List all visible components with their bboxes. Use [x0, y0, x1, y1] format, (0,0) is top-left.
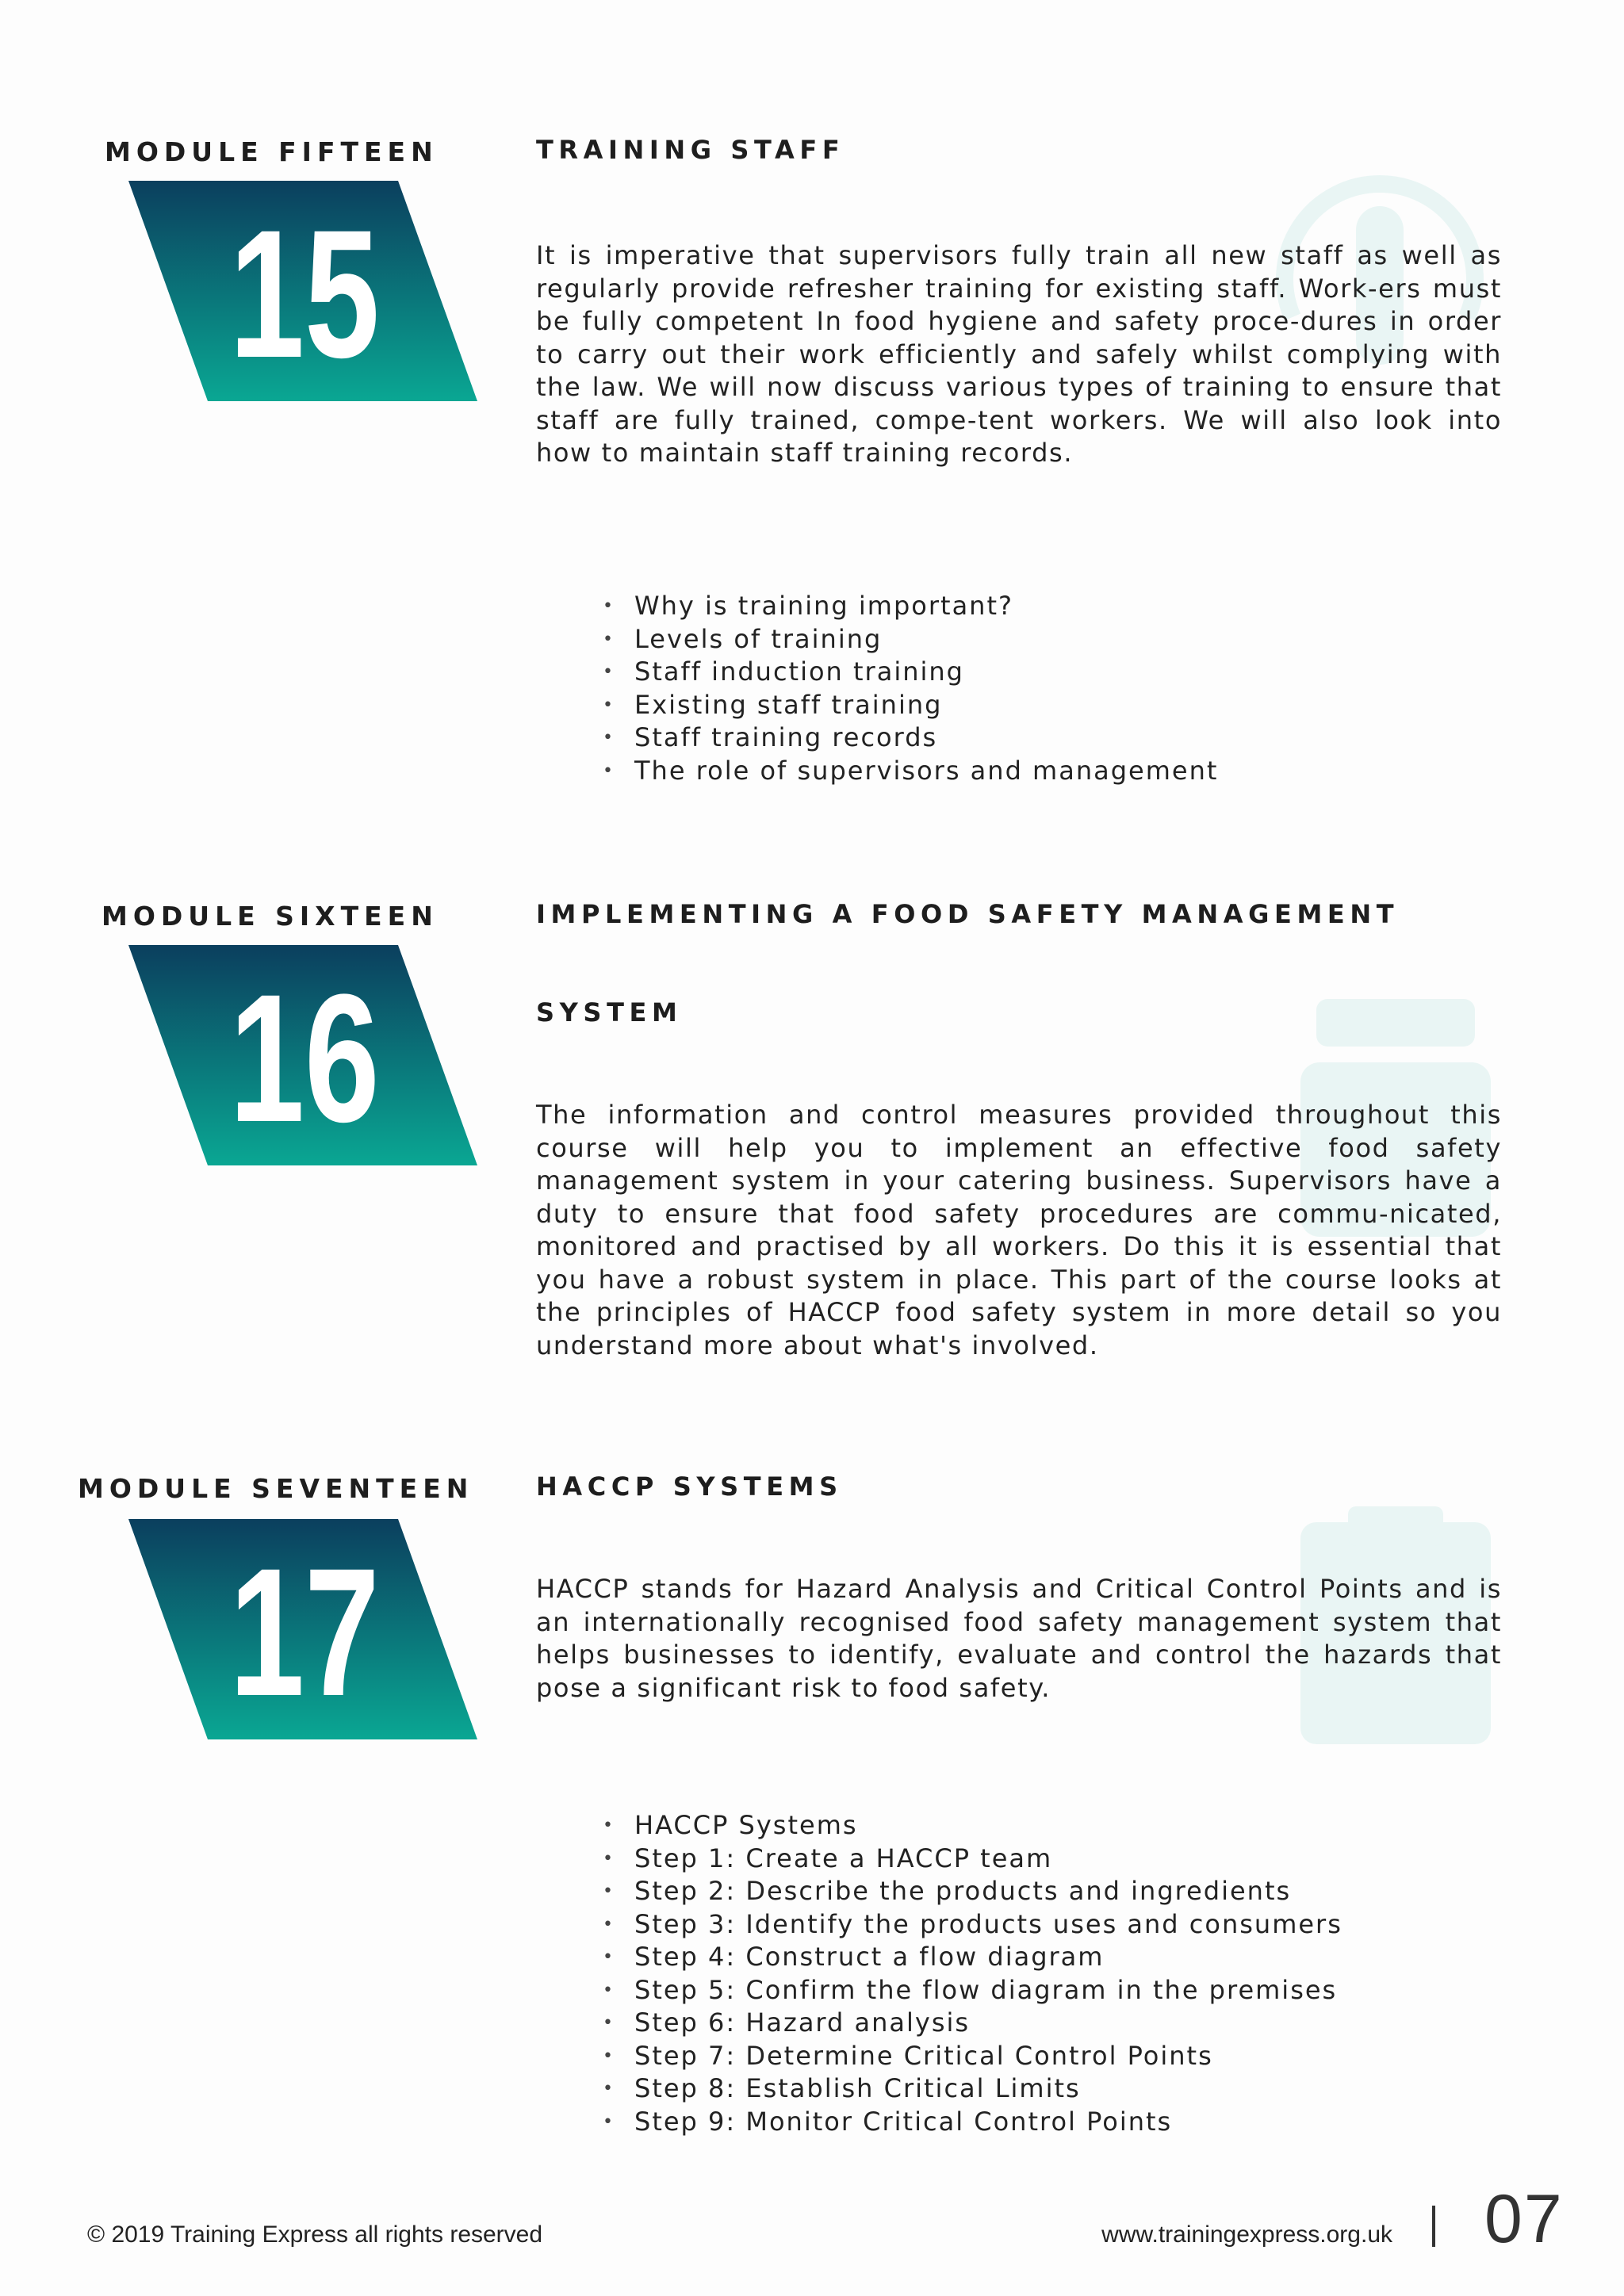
list-item: • Step 3: Identify the products uses and consumers	[603, 1908, 1342, 1942]
section-title: HACCP SYSTEMS	[536, 1471, 843, 1502]
list-item: • Step 7: Determine Critical Control Points	[603, 2040, 1342, 2073]
topic-list	[603, 590, 1218, 787]
page-number: 07	[1484, 2181, 1564, 2257]
module-number-badge	[128, 945, 477, 1165]
section-title-continued: SYSTEM	[536, 997, 683, 1027]
copyright-notice: © 2019 Training Express all rights reserved	[87, 2221, 543, 2248]
footer-divider	[1432, 2206, 1435, 2247]
section-body: The information and control measures provided throughout this course will help you to implement an effective food safety management system in your catering business. Supervisors have a duty to ensure that food safety procedures are commu-nicated, monitored and practised by all workers. Do this it is essential that you have a robust system in place. This part of the course looks at the principles of HACCP food safety system in more detail so you understand more about what's involved.	[536, 1100, 1502, 1360]
list-item: • Step 6: Hazard analysis	[603, 2007, 1342, 2040]
list-item: • Step 4: Construct a flow diagram	[603, 1941, 1342, 1974]
list-item: • Step 8: Establish Critical Limits	[603, 2072, 1342, 2106]
module-number: 15	[229, 191, 380, 396]
list-item: • Staff induction training	[603, 656, 1218, 689]
list-item: • Step 2: Describe the products and ingredients	[603, 1875, 1342, 1908]
module-number-badge	[128, 181, 477, 401]
list-item: • Step 5: Confirm the flow diagram in the premises	[603, 1974, 1342, 2007]
list-item: • Levels of training	[603, 623, 1218, 656]
module-number: 17	[229, 1529, 380, 1734]
list-item: • The role of supervisors and management	[603, 755, 1218, 788]
section-title: IMPLEMENTING A FOOD SAFETY MANAGEMENT	[536, 899, 1400, 929]
section-body: It is imperative that supervisors fully train all new staff as well as regularly provide refresher training for existing staff. Work-ers must be fully competent In food hygiene and safety proce-dures in order to carry out their work efficiently and safely whilst complying with the law. We will now discuss various types of training to ensure that staff are fully trained, compe-tent workers. We will also look into how to maintain staff training records.	[536, 240, 1502, 468]
module-label: MODULE FIFTEEN	[105, 136, 439, 167]
list-item: • Why is training important?	[603, 590, 1218, 623]
list-item: • Existing staff training	[603, 689, 1218, 722]
topic-list	[603, 1809, 1342, 2138]
section-title: TRAINING STAFF	[536, 135, 845, 165]
website-link[interactable]: www.trainingexpress.org.uk	[1101, 2221, 1392, 2248]
section-body: HACCP stands for Hazard Analysis and Critical Control Points and is an internationally recognised food safety management system that helps businesses to identify, evaluate and control the hazards that pose a significant risk to food safety.	[536, 1574, 1502, 1703]
module-number-badge	[128, 1519, 477, 1739]
list-item: • Step 1: Create a HACCP team	[603, 1843, 1342, 1876]
module-label: MODULE SEVENTEEN	[78, 1473, 474, 1504]
list-item: • Step 9: Monitor Critical Control Points	[603, 2106, 1342, 2139]
list-item: • HACCP Systems	[603, 1809, 1342, 1843]
module-number: 16	[229, 955, 380, 1160]
module-label: MODULE SIXTEEN	[102, 901, 439, 932]
list-item: • Staff training records	[603, 721, 1218, 755]
